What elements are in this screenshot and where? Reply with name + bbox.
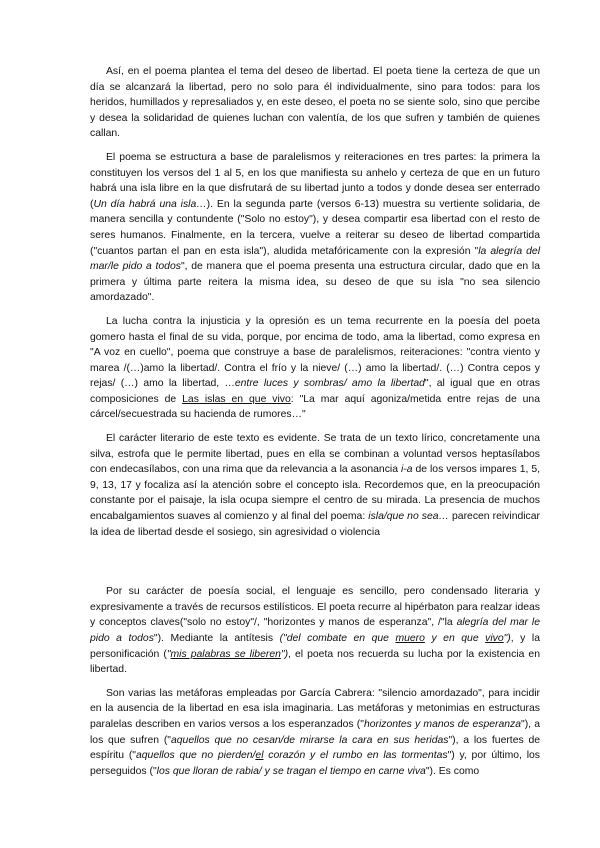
paragraph-4-text-1: El carácter literario de este texto es evidente. Se trata de un texto lírico, concretamente una silva, estrofa que le permite libertad, pues en ella se combinan a voluntad versos heptasílabos con endecasílabos, con una rima que da relevancia a la asonancia xyxy=(90,433,540,476)
paragraph-5-italic-6: ") xyxy=(280,648,289,660)
paragraph-5-italic-1: alegría del mar le pido a todos xyxy=(90,617,540,644)
paragraph-4 xyxy=(90,431,540,540)
paragraph-5 xyxy=(90,584,540,678)
document-page xyxy=(90,64,540,779)
paragraph-5-text-1: Por su carácter de poesía social, el lenguaje es sencillo, pero condensado literaria y expresivamente a través de recursos estilísticos. El poeta recurre al hipérbaton para realzar ideas y conceptos claves("solo no estoy"/, "horizontes y manos de esperanza", /"la xyxy=(90,586,540,629)
paragraph-3-book-title: Las islas en que vivo xyxy=(182,393,291,405)
paragraph-6-italic-2: aquellos que no cesan/de mirarse la cara en sus heridas xyxy=(170,734,449,746)
paragraph-6-text-2: "), a los que sufren (" xyxy=(90,718,540,746)
paragraph-2-italic-quote-2: la alegría del mar/le pido a todos xyxy=(90,245,541,273)
paragraph-2 xyxy=(90,150,540,306)
paragraph-5-italic-underlined-1: muero xyxy=(395,633,425,644)
paragraph-2-text-2: ). En la segunda parte (versos 6-13) muestra su vertiente solidaria, de manera sencilla y contundente ("Solo no estoy"), y desea compartir esa libertad con el resto de seres humanos. Finalmente, en la tercera, vuelve a reiterar su deseo de libertad compartida ("cuantos partan el pan en esta isla"), aludida metafóricamente con la expresión " xyxy=(90,198,541,257)
paragraph-6-italic-underlined-1: el xyxy=(255,750,264,762)
paragraph-6-text-3: "), a los fuertes de espíritu (" xyxy=(90,734,541,762)
paragraph-5-text-4: , el poeta nos recuerda su lucha por la existencia en libertad. xyxy=(90,648,540,676)
paragraph-3-text-2: ", al igual que en otras composiciones de xyxy=(90,378,541,405)
paragraph-5-text-2: "). Mediante la antítesis xyxy=(153,633,280,644)
paragraph-6-italic-3: aquellos que no pierden/ xyxy=(135,750,256,762)
paragraph-4-text-3: parecen reivindicar la idea de libertad desde el sosiego, sin agresividad o violencia xyxy=(90,511,540,538)
paragraph-5-italic-5: " xyxy=(166,648,171,660)
paragraph-5-italic-3: y en que xyxy=(424,633,486,644)
section-gap xyxy=(90,540,540,584)
paragraph-6-text-4: ") y, por último, los perseguidos (" xyxy=(90,750,540,777)
paragraph-5-italic-underlined-2: vivo xyxy=(485,633,504,644)
paragraph-6-text-5: "). Es como xyxy=(425,765,480,777)
paragraph-3 xyxy=(90,314,540,423)
paragraph-6 xyxy=(90,686,540,780)
paragraph-6-italic-5: los que lloran de rabia/ y se tragan el tiempo en carne viva xyxy=(156,765,426,777)
paragraph-2-text-1: El poema se estructura a base de paralelismos y reiteraciones en tres partes: la primera la constituyen los versos del 1 al 5, en los que manifiesta su anhelo y certeza de que en un futuro habrá una isla libre en la que disfrutará de su libertad junto a todos y donde desea ser enterrado ( xyxy=(90,151,540,210)
paragraph-5-italic-2: ("del combate en que xyxy=(279,633,396,644)
paragraph-5-italic-4: ") xyxy=(503,633,511,644)
paragraph-6-text-1: Son varias las metáforas empleadas por García Cabrera: "silencio amordazado", para incidir en la ausencia de la libertad en esa isla imaginaria. Las metáforas y metonimias en estructuras paralelas describen en varios versos a los esperanzados (" xyxy=(90,687,540,730)
paragraph-3-italic-quote-1: entre luces y sombras/ amo la libertad xyxy=(234,378,425,390)
paragraph-6-italic-1: horizontes y manos de esperanza xyxy=(363,718,522,730)
paragraph-4-text-2: de los versos impares 1, 5, 9, 13, 17 y focaliza así la atención sobre el concepto isla. Recordemos que, en la preocupación constante por el paisaje, la isla ocupa siempre el centro de su mirada. La presencia de muchos encabalgamientos suaves al comienzo y al final del poema: xyxy=(90,464,540,523)
paragraph-4-italic-2: isla/que no sea… xyxy=(368,511,449,523)
paragraph-5-text-3: , y la personificación ( xyxy=(90,633,540,660)
paragraph-4-italic-1: i-a xyxy=(400,464,413,476)
paragraph-5-italic-underlined-3: mis palabras se liberen xyxy=(170,648,281,660)
paragraph-3-text-3: : "La mar aquí agoniza/metida entre rejas de una cárcel/secuestrada su hacienda de rumores…" xyxy=(90,393,540,421)
paragraph-2-italic-quote-1: Un día habrá una isla… xyxy=(93,198,207,210)
paragraph-2-text-3: ", de manera que el poema presenta una estructura circular, dado que en la primera y última parte reitera la misma idea, su deseo de que su isla "no sea silencio amordazado". xyxy=(90,261,540,304)
paragraph-6-italic-4: corazón y el rumbo en las tormentas xyxy=(263,750,448,762)
paragraph-1-text-1: Así, en el poema plantea el tema del deseo de libertad. El poeta tiene la certeza de que un día se alcanzará la libertad, pero no solo para él individualmente, sino para todos: para los heridos, humillados y represaliados y, en este deseo, el poeta no se siente solo, sino que percibe y desea la solidaridad de quienes luchan con valentía, de los que sufren y también de quienes callan. xyxy=(90,66,540,140)
paragraph-3-text-1: La lucha contra la injusticia y la opresión es un tema recurrente en la poesía del poeta gomero hasta el final de su vida, porque, por encima de todo, ama la libertad, como expresa en "A voz en cuello", poema que construye a base de paralelismos, reiteraciones: "contra viento y marea /(…)amo la libertad/. Contra el frío y la nieve/ (…) amo la libertad/. (…) Contra cepos y rejas/ (…) amo la libertad, … xyxy=(90,315,540,390)
paragraph-1 xyxy=(90,64,540,142)
